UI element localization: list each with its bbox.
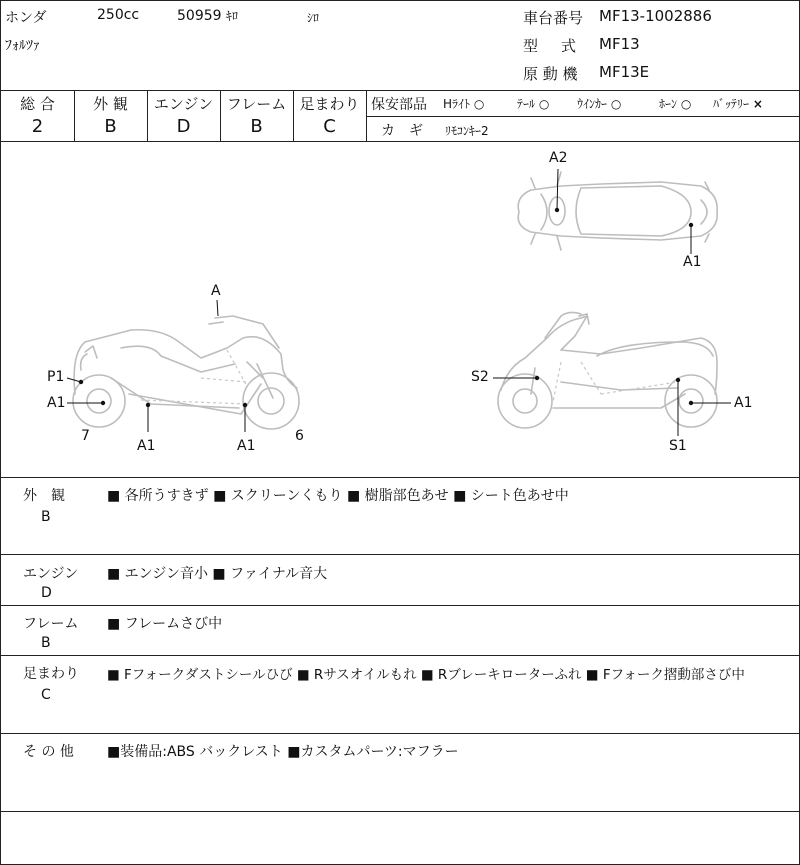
color: ｼﾛ: [307, 11, 320, 25]
detail-label-suspension: 足まわり: [23, 666, 79, 682]
diagram-label-left-a1-engine: A1: [237, 438, 256, 454]
grade-header-total: 総 合: [20, 95, 55, 113]
grade-header-exterior: 外 観: [93, 95, 128, 113]
diagram-label-6: 6: [295, 428, 304, 444]
grade-header-suspension: 足まわり: [299, 95, 360, 113]
mileage: 50959 ｷﾛ: [177, 8, 239, 24]
diagram-label-left-a1-front: A1: [47, 395, 66, 411]
left-side-scooter: [67, 300, 299, 432]
diagram-label-left-a1-floor: A1: [137, 438, 156, 454]
diagram-label-7: 7: [81, 428, 90, 444]
frame-no: MF13-1002886: [599, 7, 712, 25]
diagram-label-s2: S2: [471, 369, 489, 385]
displacement: 250cc: [97, 7, 140, 23]
grade-header-engine: エンジン: [153, 95, 214, 113]
detail-grade-frame: B: [41, 635, 51, 651]
detail-text-exterior: ■ 各所うすきず ■ スクリーンくもり ■ 樹脂部色あせ ■ シート色あせ中: [107, 488, 569, 504]
key-label: カ ギ: [381, 123, 423, 139]
safety-item-winker: ｳｲﾝｶｰ ○: [577, 97, 622, 111]
safety-item-headlight: Hﾗｲﾄ ○: [443, 97, 485, 111]
detail-label-frame: フレーム: [23, 616, 79, 632]
safety-item-tail: ﾃｰﾙ ○: [517, 97, 550, 111]
detail-label-exterior: 外 観: [23, 488, 65, 504]
diagram-label-p1: P1: [47, 369, 65, 385]
diagram-label-a2: A2: [549, 150, 568, 166]
engine-code: MF13E: [599, 63, 650, 81]
grade-header-frame: フレーム: [226, 95, 287, 113]
bike-diagram: [1, 142, 800, 477]
diagram-label-s1: S1: [669, 438, 687, 454]
diagram-label-top-a1: A1: [683, 254, 702, 270]
grade-total: 2: [31, 116, 44, 137]
maker: ホンダ: [5, 10, 47, 26]
model-code: MF13: [599, 35, 640, 53]
frame-no-label: 車台番号: [523, 9, 584, 27]
grade-exterior: B: [104, 116, 117, 137]
engine-label: 原 動 機: [523, 65, 578, 83]
detail-text-frame: ■ フレームさび中: [107, 616, 223, 632]
detail-text-suspension: ■ Fフォークダストシールひび ■ Rサスオイルもれ ■ Rブレーキローターふれ ■ Fフォーク摺動部さび中: [107, 667, 745, 683]
detail-grade-suspension: C: [41, 687, 51, 703]
safety-item-battery: ﾊﾞｯﾃﾘｰ ×: [713, 97, 763, 111]
detail-grade-exterior: B: [41, 509, 51, 525]
grade-suspension: C: [323, 116, 336, 137]
key-value: ﾘﾓｺﾝｷｰ2: [445, 124, 489, 138]
model-code-label: 型 式: [523, 37, 581, 55]
top-view-scooter: [518, 169, 717, 254]
detail-label-other: そ の 他: [23, 744, 74, 760]
model-name: ﾌｫﾙﾂｧ: [5, 38, 40, 54]
safety-item-horn: ﾎｰﾝ ○: [659, 97, 692, 111]
diagram-label-right-a1: A1: [734, 395, 753, 411]
right-side-scooter: [493, 312, 731, 436]
detail-text-other: ■装備品:ABS バックレスト ■カスタムパーツ:マフラー: [107, 744, 459, 760]
diagram-label-a: A: [211, 283, 221, 299]
grade-frame: B: [250, 116, 263, 137]
detail-label-engine: エンジン: [23, 566, 79, 582]
detail-grade-engine: D: [41, 585, 52, 601]
safety-label: 保安部品: [371, 97, 427, 113]
grade-engine: D: [176, 116, 191, 137]
detail-text-engine: ■ エンジン音小 ■ ファイナル音大: [107, 566, 328, 582]
